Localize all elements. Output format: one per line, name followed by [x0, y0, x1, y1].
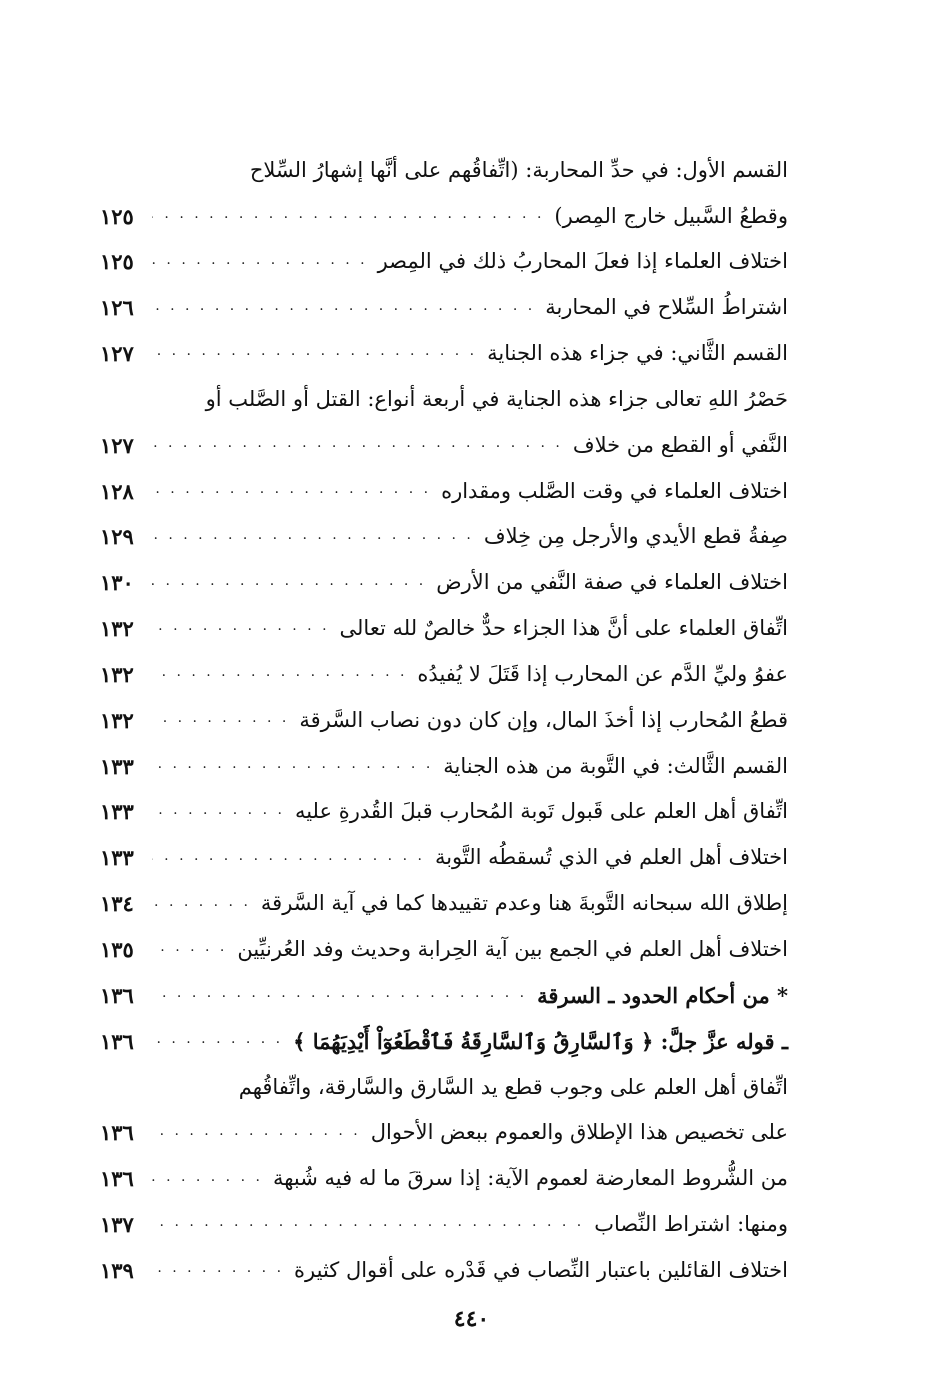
- toc-entry-title: القسم الأول: في حدِّ المحاربة: (اتِّفاقُهم على أنَّها إشهارُ السِّلاح: [249, 157, 788, 182]
- toc-leader-dots: [152, 1260, 284, 1277]
- toc-entry-title: وقطعُ السَّبيل خارج المِصر): [554, 203, 788, 228]
- toc-leader-dots: [152, 756, 433, 773]
- toc-leader-dots: [152, 1031, 283, 1048]
- toc-entry: [100, 1054, 788, 1100]
- toc-entry-title: قطعُ المُحارب إذا أخذَ المال، وإن كان دون نصاب السَّرقة: [299, 707, 788, 732]
- toc-leader-dots: [152, 573, 426, 590]
- toc-entry-title: اختلاف العلماء في وقت الصَّلب ومقداره: [441, 478, 788, 503]
- toc-entry-title: اتِّفاق أهل العلم على قَبول تَوبة المُحارب قبلَ القُدرةِ عليه: [294, 799, 788, 824]
- toc-entry-page: ١٢٩: [100, 524, 134, 550]
- toc-entry-page: ١٣٣: [100, 799, 134, 825]
- toc-entry: [100, 595, 788, 641]
- toc-entry-page: ١٣٢: [100, 661, 134, 687]
- toc-entry: [100, 275, 788, 321]
- toc-entry-page: ١٢٧: [100, 432, 134, 458]
- toc-entry: [100, 412, 788, 458]
- toc-entry-page: ١٢٥: [100, 203, 134, 229]
- toc-entry: [100, 183, 788, 229]
- toc-entry-page: ١٣٣: [100, 753, 134, 779]
- toc-leader-dots: [152, 1123, 361, 1140]
- toc-entry: [100, 137, 788, 183]
- toc-leader-dots: [152, 939, 227, 956]
- toc-leader-dots: [152, 481, 431, 498]
- toc-entry-page: ١٣٤: [100, 891, 134, 917]
- toc-entry-page: ١٣٦: [100, 1166, 134, 1192]
- toc-entry-title: ـ قوله عزَّ جلَّ: ﴿ وَٱلسَّارِقُ وَٱلسَّارِقَةُ فَٱقْطَعُوٓاْ أَيْدِيَهُمَا ﴾: [293, 1028, 788, 1054]
- toc-entry-page: ١٣٥: [100, 937, 134, 962]
- toc-entry-title: النَّفي أو القطع من خلاف: [572, 432, 788, 457]
- toc-entry-title: القسم الثَّالث: في التَّوبة من هذه الجناية: [443, 753, 788, 778]
- toc-entry: [100, 733, 788, 779]
- toc-entry-page: ١٣٧: [100, 1212, 134, 1238]
- toc-entry-title: اختلاف القائلين باعتبار النِّصاب في قَدْره على أقوال كثيرة: [294, 1257, 788, 1282]
- toc-leader-dots: [152, 343, 477, 360]
- toc-entry-page: ١٣٦: [100, 982, 134, 1008]
- toc-entry-page: ١٣٠: [100, 570, 134, 596]
- toc-entry-title: القسم الثَّاني: في جزاء هذه الجناية: [487, 341, 788, 366]
- table-of-contents: [100, 137, 788, 1283]
- toc-entry: [100, 871, 788, 917]
- toc-entry-title: من الشُّروط المعارضة لعموم الآية: إذا سرقَ ما له فيه شُبهة: [272, 1166, 788, 1191]
- page-number: ٤٤٠: [453, 1306, 490, 1332]
- toc-entry-page: ١٢٦: [100, 295, 134, 321]
- toc-leader-dots: [152, 1169, 263, 1186]
- toc-entry-title: اشتراطُ السِّلاح في المحاربة: [545, 295, 788, 320]
- toc-entry-page: ١٢٥: [100, 249, 134, 275]
- toc-leader-dots: [152, 710, 289, 727]
- toc-leader-dots: [152, 527, 474, 544]
- toc-entry: [100, 641, 788, 687]
- toc-entry: [100, 458, 788, 504]
- toc-entry: [100, 1191, 788, 1237]
- toc-entry-page: ١٣٦: [100, 1120, 134, 1146]
- toc-entry-page: ١٢٨: [100, 478, 134, 504]
- toc-entry: [100, 962, 788, 1008]
- toc-leader-dots: [152, 985, 527, 1002]
- toc-entry-title: اختلاف العلماء إذا فعلَ المحاربُ ذلك في المِصر: [377, 249, 788, 274]
- toc-leader-dots: [152, 298, 535, 315]
- toc-entry-title: عفوُ وليِّ الدَّم عن المحارب إذا قَتَلَ لا يُفيدُه: [417, 661, 788, 686]
- toc-leader-dots: [152, 1214, 584, 1231]
- toc-entry-title: حَصْرُ اللهِ تعالى جزاء هذه الجناية في أربعة أنواع: القتل أو الصَّلب أو: [205, 386, 788, 411]
- toc-entry: [100, 229, 788, 275]
- toc-leader-dots: [152, 664, 407, 681]
- toc-entry-title: اتِّفاق العلماء على أنَّ هذا الجزاء حدٌّ خالصٌ لله تعالى: [339, 616, 788, 641]
- toc-entry: [100, 1146, 788, 1192]
- toc-entry: [100, 687, 788, 733]
- toc-entry-page: ١٢٧: [100, 341, 134, 367]
- toc-entry-page: ١٣٣: [100, 845, 134, 871]
- toc-entry-page: ١٣٩: [100, 1257, 134, 1283]
- toc-entry-page: ١٣٢: [100, 616, 134, 642]
- toc-entry: [100, 779, 788, 825]
- toc-leader-dots: [152, 802, 285, 819]
- toc-entry-title: اختلاف العلماء في صفة النَّفي من الأرض: [436, 570, 788, 595]
- toc-entry: [100, 366, 788, 412]
- toc-entry-title: * من أحكام الحدود ـ السرقة: [537, 982, 788, 1008]
- toc-entry-page: ١٣٦: [100, 1028, 134, 1054]
- toc-entry-title: إطلاق الله سبحانه التَّوبةَ هنا وعدم تقييدها كما في آية السَّرقة: [260, 891, 788, 916]
- toc-entry: [100, 1008, 788, 1054]
- toc-entry-title: صِفةُ قطع الأيدي والأرجل مِن خِلاف: [483, 524, 788, 549]
- toc-leader-dots: [152, 848, 425, 865]
- toc-entry-title: على تخصيص هذا الإطلاق والعموم ببعض الأحوال: [370, 1120, 788, 1145]
- toc-entry: [100, 825, 788, 871]
- toc-entry: [100, 320, 788, 366]
- toc-leader-dots: [152, 894, 251, 911]
- toc-leader-dots: [152, 618, 330, 635]
- toc-entry: [100, 504, 788, 550]
- toc-entry: [100, 916, 788, 962]
- toc-entry-title: اختلاف أهل العلم في الجمع بين آية الحِرابة وحديث وفد العُرنيِّين: [237, 937, 788, 961]
- toc-entry-title: اتِّفاق أهل العلم على وجوب قطع يد السَّارق والسَّارقة، واتِّفاقُهم: [238, 1074, 788, 1099]
- toc-leader-dots: [152, 435, 563, 452]
- toc-entry-page: ١٣٢: [100, 707, 134, 733]
- toc-leader-dots: [152, 252, 368, 269]
- toc-entry: [100, 1237, 788, 1283]
- toc-entry-title: ومنها: اشتراط النِّصاب: [594, 1212, 788, 1237]
- toc-leader-dots: [152, 206, 544, 223]
- toc-entry-title: اختلاف أهل العلم في الذي تُسقطُه التَّوبة: [434, 845, 788, 870]
- toc-entry: [100, 1100, 788, 1146]
- toc-entry: [100, 550, 788, 596]
